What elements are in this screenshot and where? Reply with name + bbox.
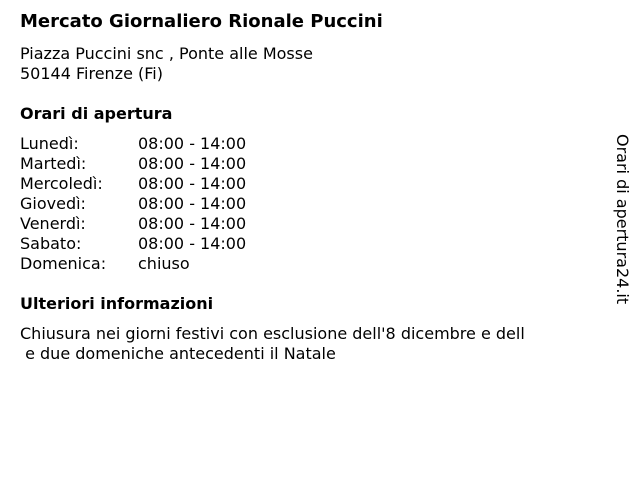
time-range: chiuso: [138, 254, 190, 273]
day-label: Giovedì:: [20, 194, 86, 213]
day-label: Domenica:: [20, 254, 107, 273]
time-range: 08:00 - 14:00: [138, 134, 247, 153]
address-street: Piazza Puccini snc , Ponte alle Mosse: [20, 44, 313, 63]
day-label: Venerdì:: [20, 214, 86, 233]
store-address: [20, 44, 313, 84]
opening-hours-heading: Orari di apertura: [20, 104, 173, 123]
day-label: Sabato:: [20, 234, 82, 253]
time-range: 08:00 - 14:00: [138, 194, 247, 213]
time-range: 08:00 - 14:00: [138, 174, 247, 193]
additional-info-text: Chiusura nei giorni festivi con esclusione dell'8 dicembre e dell e due domeniche antecedenti il Natale: [20, 324, 525, 363]
day-label: Mercoledì:: [20, 174, 103, 193]
store-name: Mercato Giornaliero Rionale Puccini: [20, 11, 383, 32]
site-watermark-text: Orari di apertura24.it: [613, 134, 632, 305]
address-city: 50144 Firenze (Fi): [20, 64, 163, 83]
time-range: 08:00 - 14:00: [138, 234, 247, 253]
additional-info-heading: Ulteriori informazioni: [20, 294, 214, 313]
site-watermark: [610, 134, 634, 310]
time-range: 08:00 - 14:00: [138, 154, 247, 173]
day-label: Lunedì:: [20, 134, 79, 153]
time-range: 08:00 - 14:00: [138, 214, 247, 233]
day-label: Martedì:: [20, 154, 87, 173]
